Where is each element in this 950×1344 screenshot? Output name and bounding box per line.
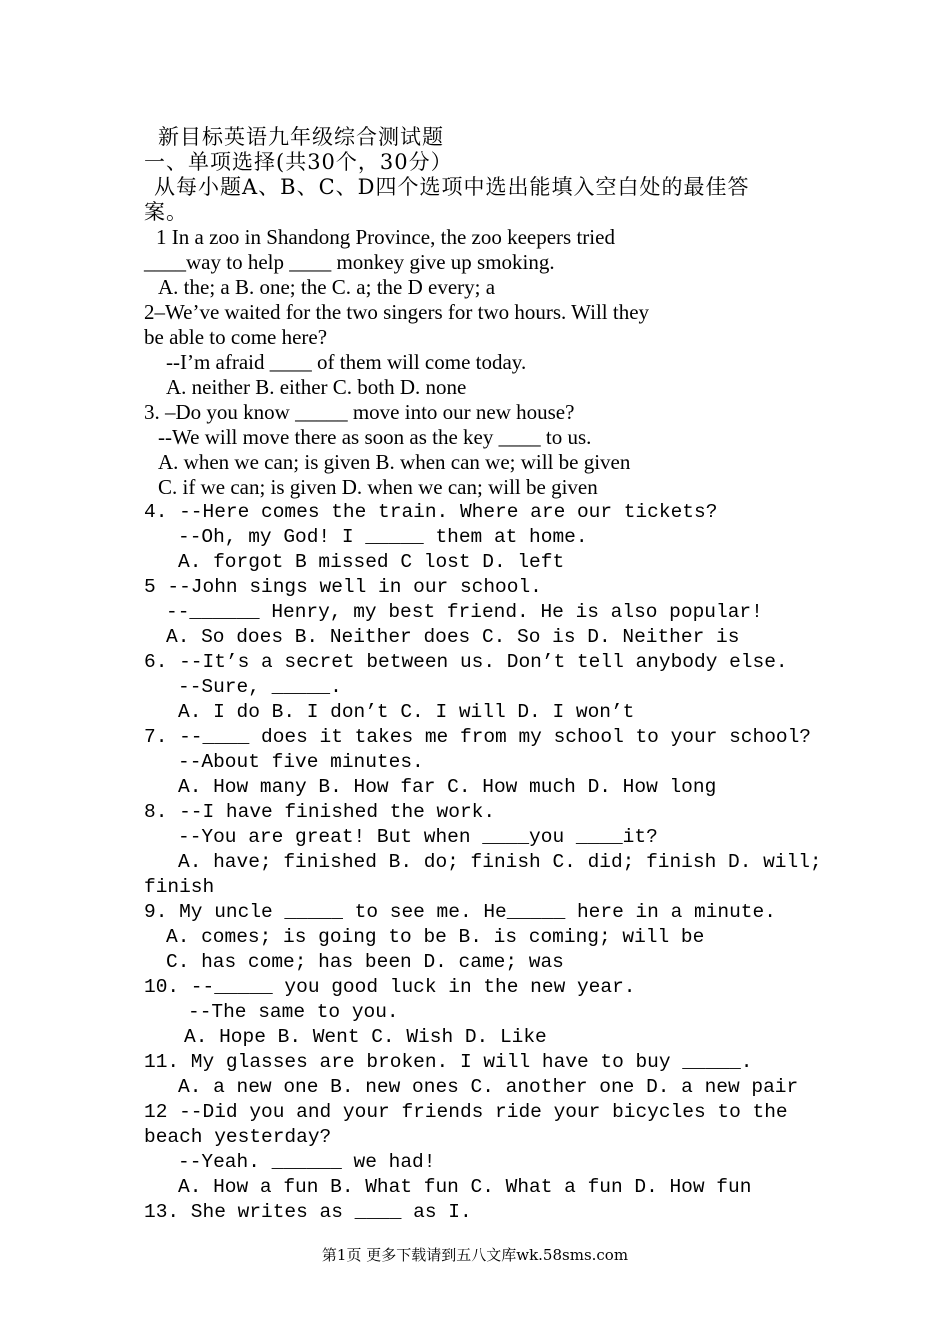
question-5-stem: 5 --John sings well in our school. [144, 576, 542, 598]
question-5-options: A. So does B. Neither does C. So is D. Neither is [166, 626, 740, 648]
question-2-stem: be able to come here? [144, 325, 328, 349]
question-1-stem: 1 In a zoo in Shandong Province, the zoo keepers tried [156, 225, 615, 249]
question-12-dialogue: --Yeah. ______ we had! [178, 1151, 436, 1173]
question-11-stem: 11. My glasses are broken. I will have to buy _____. [144, 1051, 753, 1073]
question-8-stem: 8. --I have finished the work. [144, 801, 496, 823]
question-3-dialogue: --We will move there as soon as the key ____ to us. [158, 425, 592, 449]
question-6-options: A. I do B. I don’t C. I will D. I won’t [178, 701, 635, 723]
question-3-stem: 3. –Do you know _____ move into our new house? [144, 400, 575, 424]
section-heading: 一、单项选择(共30个，30分） [144, 150, 453, 174]
question-9-stem: 9. My uncle _____ to see me. He_____ here in a minute. [144, 901, 776, 923]
question-12-stem: beach yesterday? [144, 1126, 332, 1148]
question-2-dialogue: --I’m afraid ____ of them will come today. [166, 350, 527, 374]
question-10-dialogue: --The same to you. [188, 1001, 399, 1023]
question-1-options: A. the; a B. one; the C. a; the D every; a [158, 275, 496, 299]
question-8-dialogue: --You are great! But when ____you ____it? [178, 826, 658, 848]
question-2-options: A. neither B. either C. both D. none [166, 375, 467, 399]
question-10-options: A. Hope B. Went C. Wish D. Like [184, 1026, 547, 1048]
question-4-dialogue: --Oh, my God! I _____ them at home. [178, 526, 588, 548]
question-13-stem: 13. She writes as ____ as I. [144, 1201, 472, 1223]
instruction-line: 案。 [144, 200, 188, 224]
question-7-stem: 7. --____ does it takes me from my school to your school? [144, 726, 812, 748]
question-3-options: C. if we can; is given D. when we can; will be given [158, 475, 598, 499]
question-9-options: A. comes; is going to be B. is coming; will be [166, 926, 705, 948]
question-10-stem: 10. --_____ you good luck in the new year. [144, 976, 636, 998]
question-8-options: finish [144, 876, 215, 898]
question-2-stem: 2–We’ve waited for the two singers for two hours. Will they [144, 300, 650, 324]
question-6-dialogue: --Sure, _____. [178, 676, 342, 698]
document-title: 新目标英语九年级综合测试题 [158, 125, 444, 149]
question-7-dialogue: --About five minutes. [178, 751, 424, 773]
question-12-options: A. How a fun B. What fun C. What a fun D. How fun [178, 1176, 752, 1198]
question-9-options: C. has come; has been D. came; was [166, 951, 564, 973]
question-5-dialogue: --______ Henry, my best friend. He is also popular! [166, 601, 763, 623]
question-11-options: A. a new one B. new ones C. another one D. a new pair [178, 1076, 799, 1098]
question-6-stem: 6. --It’s a secret between us. Don’t tell anybody else. [144, 651, 788, 673]
question-4-options: A. forgot B missed C lost D. left [178, 551, 565, 573]
instruction-line: 从每小题A、B、C、D四个选项中选出能填入空白处的最佳答 [154, 175, 750, 199]
question-8-options: A. have; finished B. do; finish C. did; finish D. will; [178, 851, 822, 873]
question-7-options: A. How many B. How far C. How much D. How long [178, 776, 717, 798]
question-4-stem: 4. --Here comes the train. Where are our tickets? [144, 501, 718, 523]
question-1-stem: ____way to help ____ monkey give up smoking. [144, 250, 555, 274]
question-12-stem: 12 --Did you and your friends ride your bicycles to the [144, 1101, 788, 1123]
page-footer: 第1页 更多下载请到五八文库wk.58sms.com [321, 1246, 629, 1264]
question-3-options: A. when we can; is given B. when can we; will be given [158, 450, 631, 474]
